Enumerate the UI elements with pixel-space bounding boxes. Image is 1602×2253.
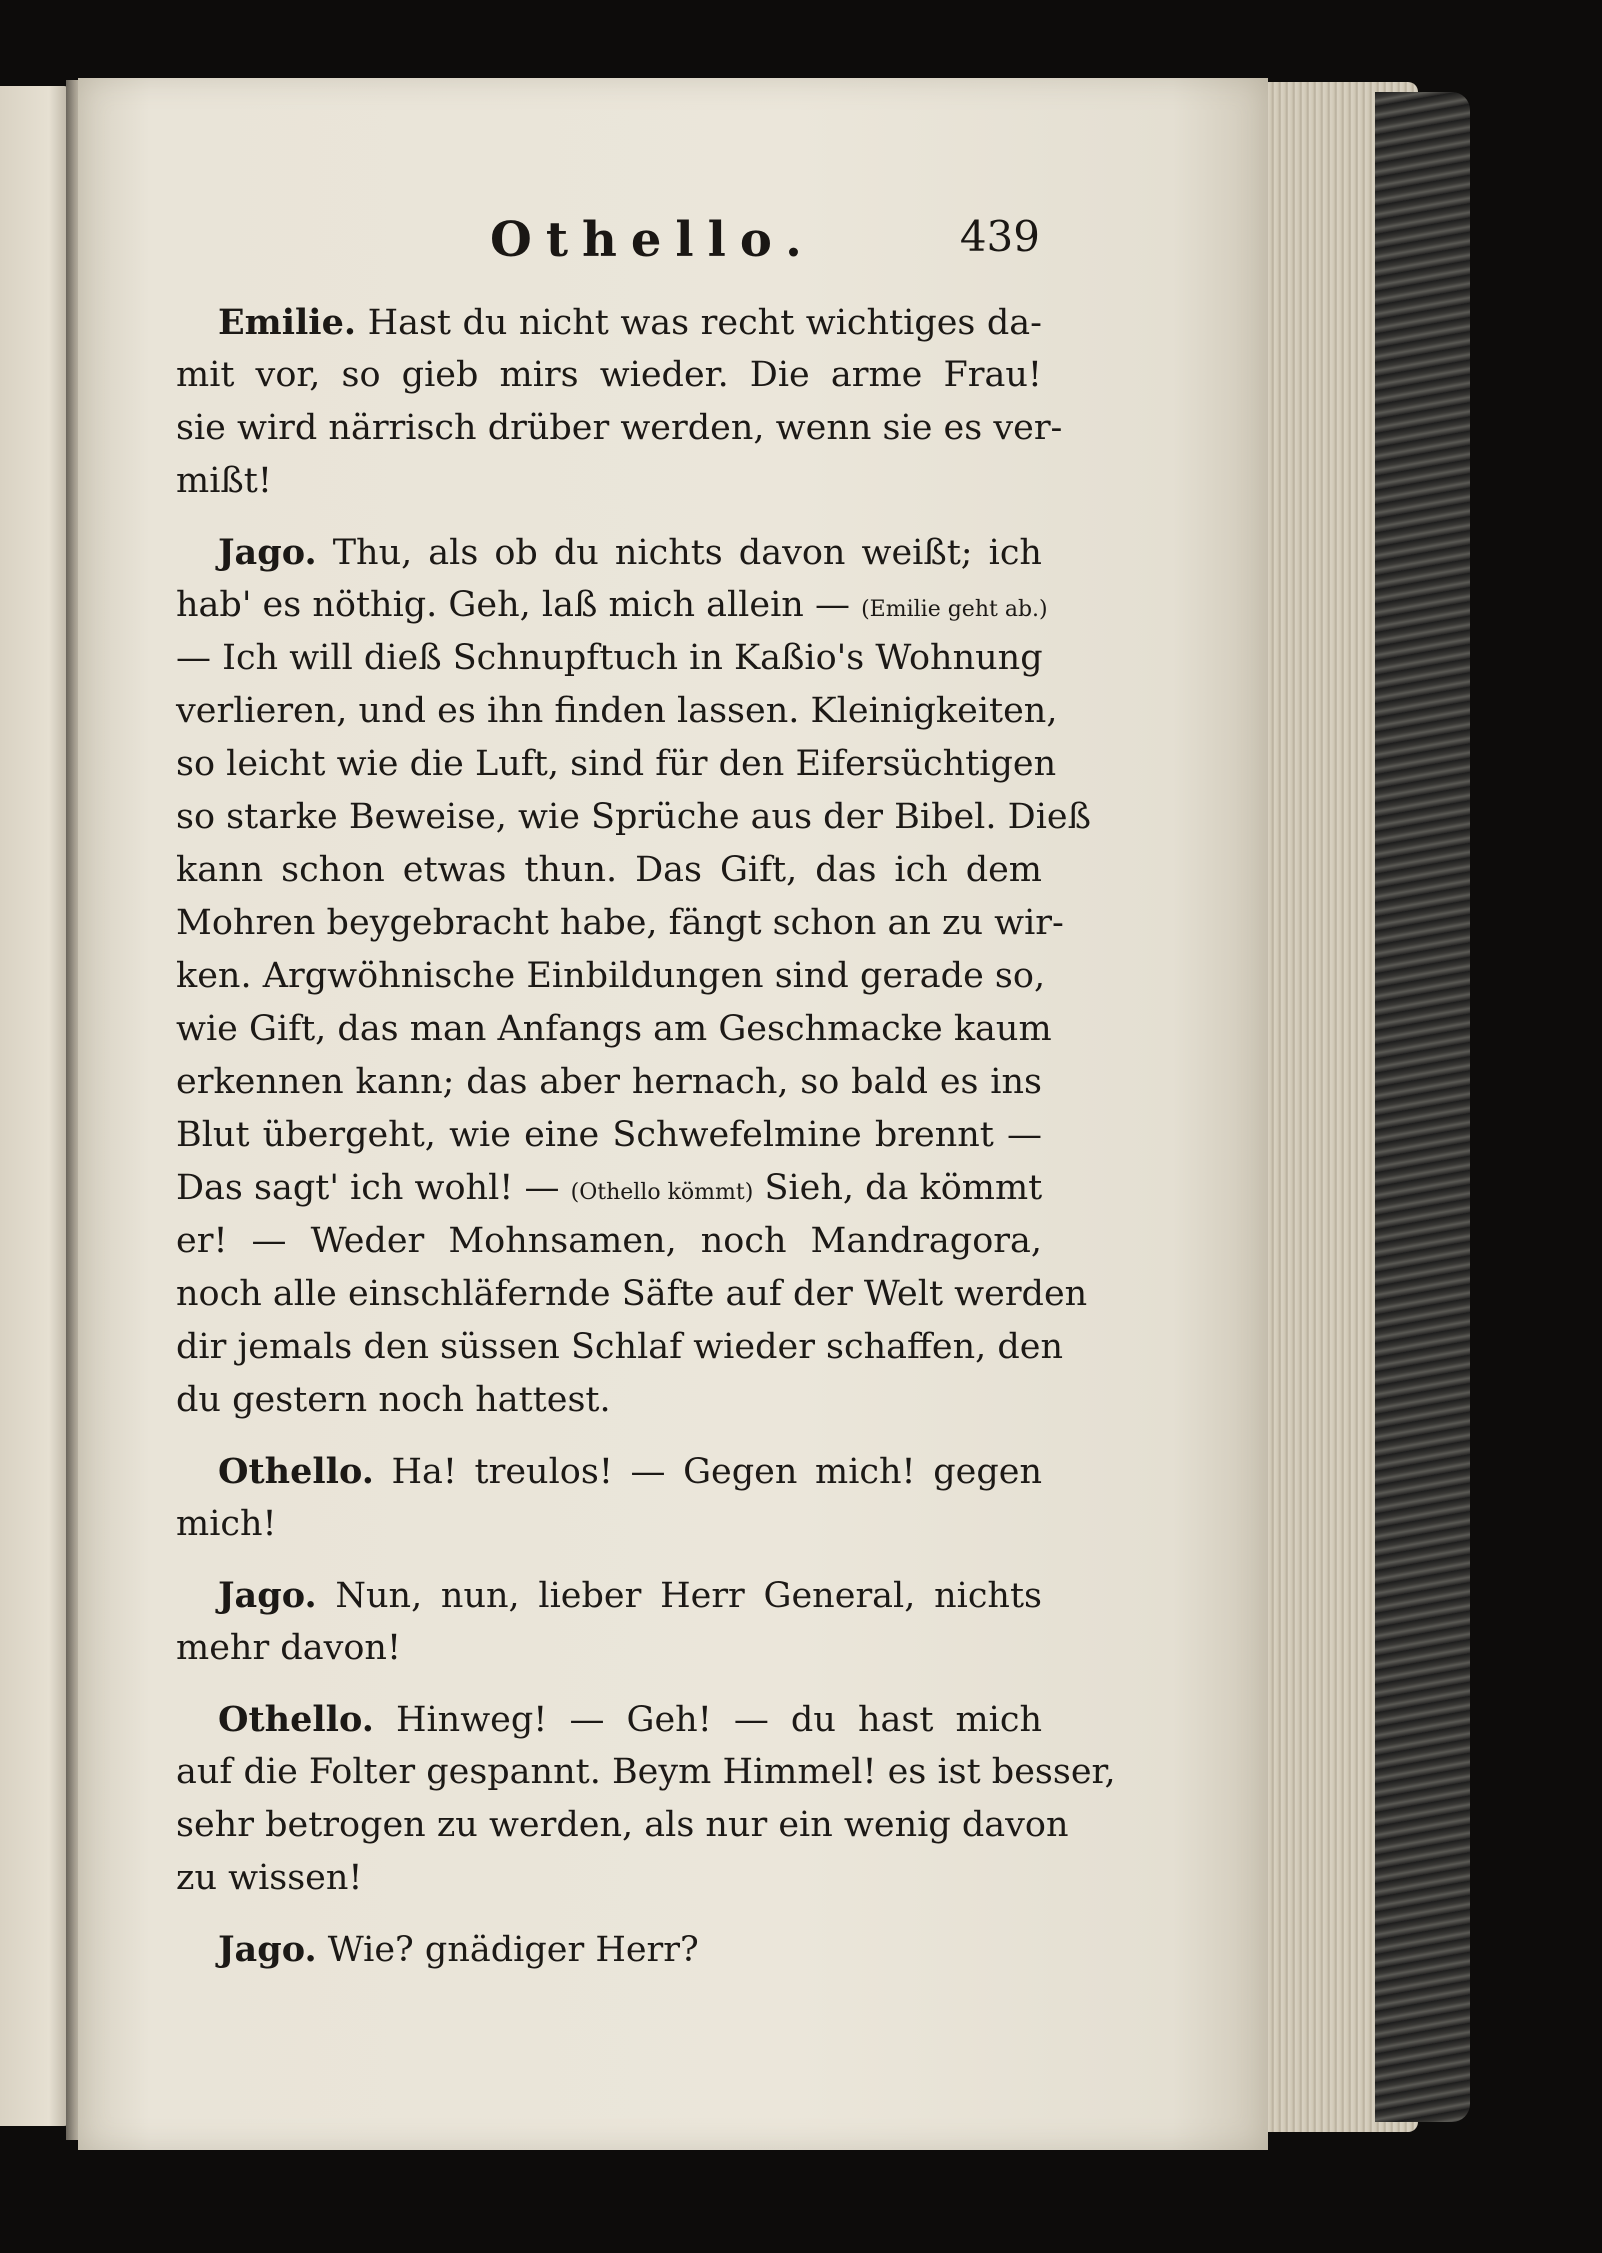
line-text: ken. Argwöhnische Einbildungen sind gerade so,: [176, 956, 1046, 996]
line-text: Das sagt' ich wohl! —: [176, 1168, 560, 1208]
line-text: mit vor, so gieb mirs wieder. Die arme Frau!: [176, 355, 1042, 395]
text-line: [176, 685, 1058, 738]
page-header: [470, 212, 1040, 272]
line-text: Ha! treulos! — Gegen mich! gegen: [391, 1452, 1042, 1492]
book-binding: [1375, 92, 1470, 2122]
text-line: [176, 1056, 1042, 1109]
line-text: mich!: [176, 1504, 277, 1544]
line-text: Hinweg! — Geh! — du hast mich: [395, 1700, 1042, 1740]
text-line: [176, 1268, 1088, 1321]
text-line: [176, 1622, 1042, 1675]
speaker-name: Emilie.: [218, 302, 357, 343]
line-text: sehr betrogen zu werden, als nur ein wenig davon: [176, 1805, 1069, 1845]
stage-direction: (Othello kömmt): [570, 1180, 754, 1205]
line-text: Sieh, da kömmt: [764, 1168, 1043, 1208]
text-line: [176, 1498, 1042, 1551]
text-line: [176, 632, 1042, 685]
line-text: Hast du nicht was recht wichtiges da-: [367, 303, 1042, 343]
line-text: sie wird närrisch drüber werden, wenn sie es ver-: [176, 408, 1063, 448]
text-line: [176, 526, 1042, 579]
line-text: erkennen kann; das aber hernach, so bald es ins: [176, 1062, 1042, 1102]
facing-page-edge: [0, 86, 70, 2126]
line-text: dir jemals den süssen Schlaf wieder schaffen, den: [176, 1327, 1064, 1367]
speaker-name: Othello.: [218, 1451, 374, 1492]
text-line: [176, 950, 1046, 1003]
text-line: [176, 1569, 1042, 1622]
line-text: Mohren beygebracht habe, fängt schon an zu wir-: [176, 903, 1064, 943]
text-line: [176, 738, 1057, 791]
page-number: 439: [959, 212, 1040, 261]
text-line: [176, 844, 1042, 897]
text-line: [176, 579, 1048, 632]
speaker-name: Jago.: [218, 1575, 317, 1616]
speaker-name: Othello.: [218, 1699, 374, 1740]
line-text: Thu, als ob du nichts davon weißt; ich: [332, 533, 1042, 573]
line-text: so leicht wie die Luft, sind für den Eifersüchtigen: [176, 744, 1057, 784]
text-line: [176, 1374, 1042, 1427]
text-line: [176, 1109, 1042, 1162]
line-text: wie Gift, das man Anfangs am Geschmacke kaum: [176, 1009, 1052, 1049]
text-line: [176, 1215, 1042, 1268]
text-line: [176, 1799, 1069, 1852]
line-text: er! — Weder Mohnsamen, noch Mandragora,: [176, 1221, 1042, 1261]
line-text: zu wissen!: [176, 1858, 363, 1898]
line-text: auf die Folter gespannt. Beym Himmel! es ist besser,: [176, 1752, 1116, 1792]
line-text: — Ich will dieß Schnupftuch in Kaßio's Wohnung: [176, 638, 1043, 678]
line-text: mißt!: [176, 461, 272, 501]
line-text: Wie? gnädiger Herr?: [327, 1930, 699, 1970]
text-line: [176, 1923, 1042, 1976]
text-line: [176, 1693, 1042, 1746]
speaker-name: Jago.: [218, 1929, 317, 1970]
line-text: so starke Beweise, wie Sprüche aus der Bibel. Dieß: [176, 797, 1091, 837]
line-text: noch alle einschläfernde Säfte auf der Welt werden: [176, 1274, 1088, 1314]
text-line: [176, 897, 1064, 950]
line-text: Blut übergeht, wie eine Schwefelmine brennt —: [176, 1115, 1042, 1155]
stage-direction: (Emilie geht ab.): [861, 597, 1048, 622]
text-line: [176, 455, 1042, 508]
line-text: mehr davon!: [176, 1628, 402, 1668]
text-line: [176, 1321, 1064, 1374]
text-line: [176, 1003, 1052, 1056]
line-text: hab' es nöthig. Geh, laß mich allein —: [176, 585, 850, 625]
text-line: [176, 791, 1091, 844]
running-title: Othello.: [490, 212, 816, 268]
text-line: [176, 1746, 1116, 1799]
text-line: [176, 402, 1063, 455]
text-line: [176, 1162, 1042, 1215]
line-text: Nun, nun, lieber Herr General, nichts: [335, 1576, 1042, 1616]
line-text: kann schon etwas thun. Das Gift, das ich dem: [176, 850, 1042, 890]
line-text: verlieren, und es ihn finden lassen. Kleinigkeiten,: [176, 691, 1058, 731]
speaker-name: Jago.: [218, 532, 317, 573]
text-line: [176, 1852, 1042, 1905]
line-text: du gestern noch hattest.: [176, 1380, 611, 1420]
text-line: [176, 1445, 1042, 1498]
play-text: [176, 296, 1116, 1976]
text-line: [176, 296, 1042, 349]
text-line: [176, 349, 1042, 402]
